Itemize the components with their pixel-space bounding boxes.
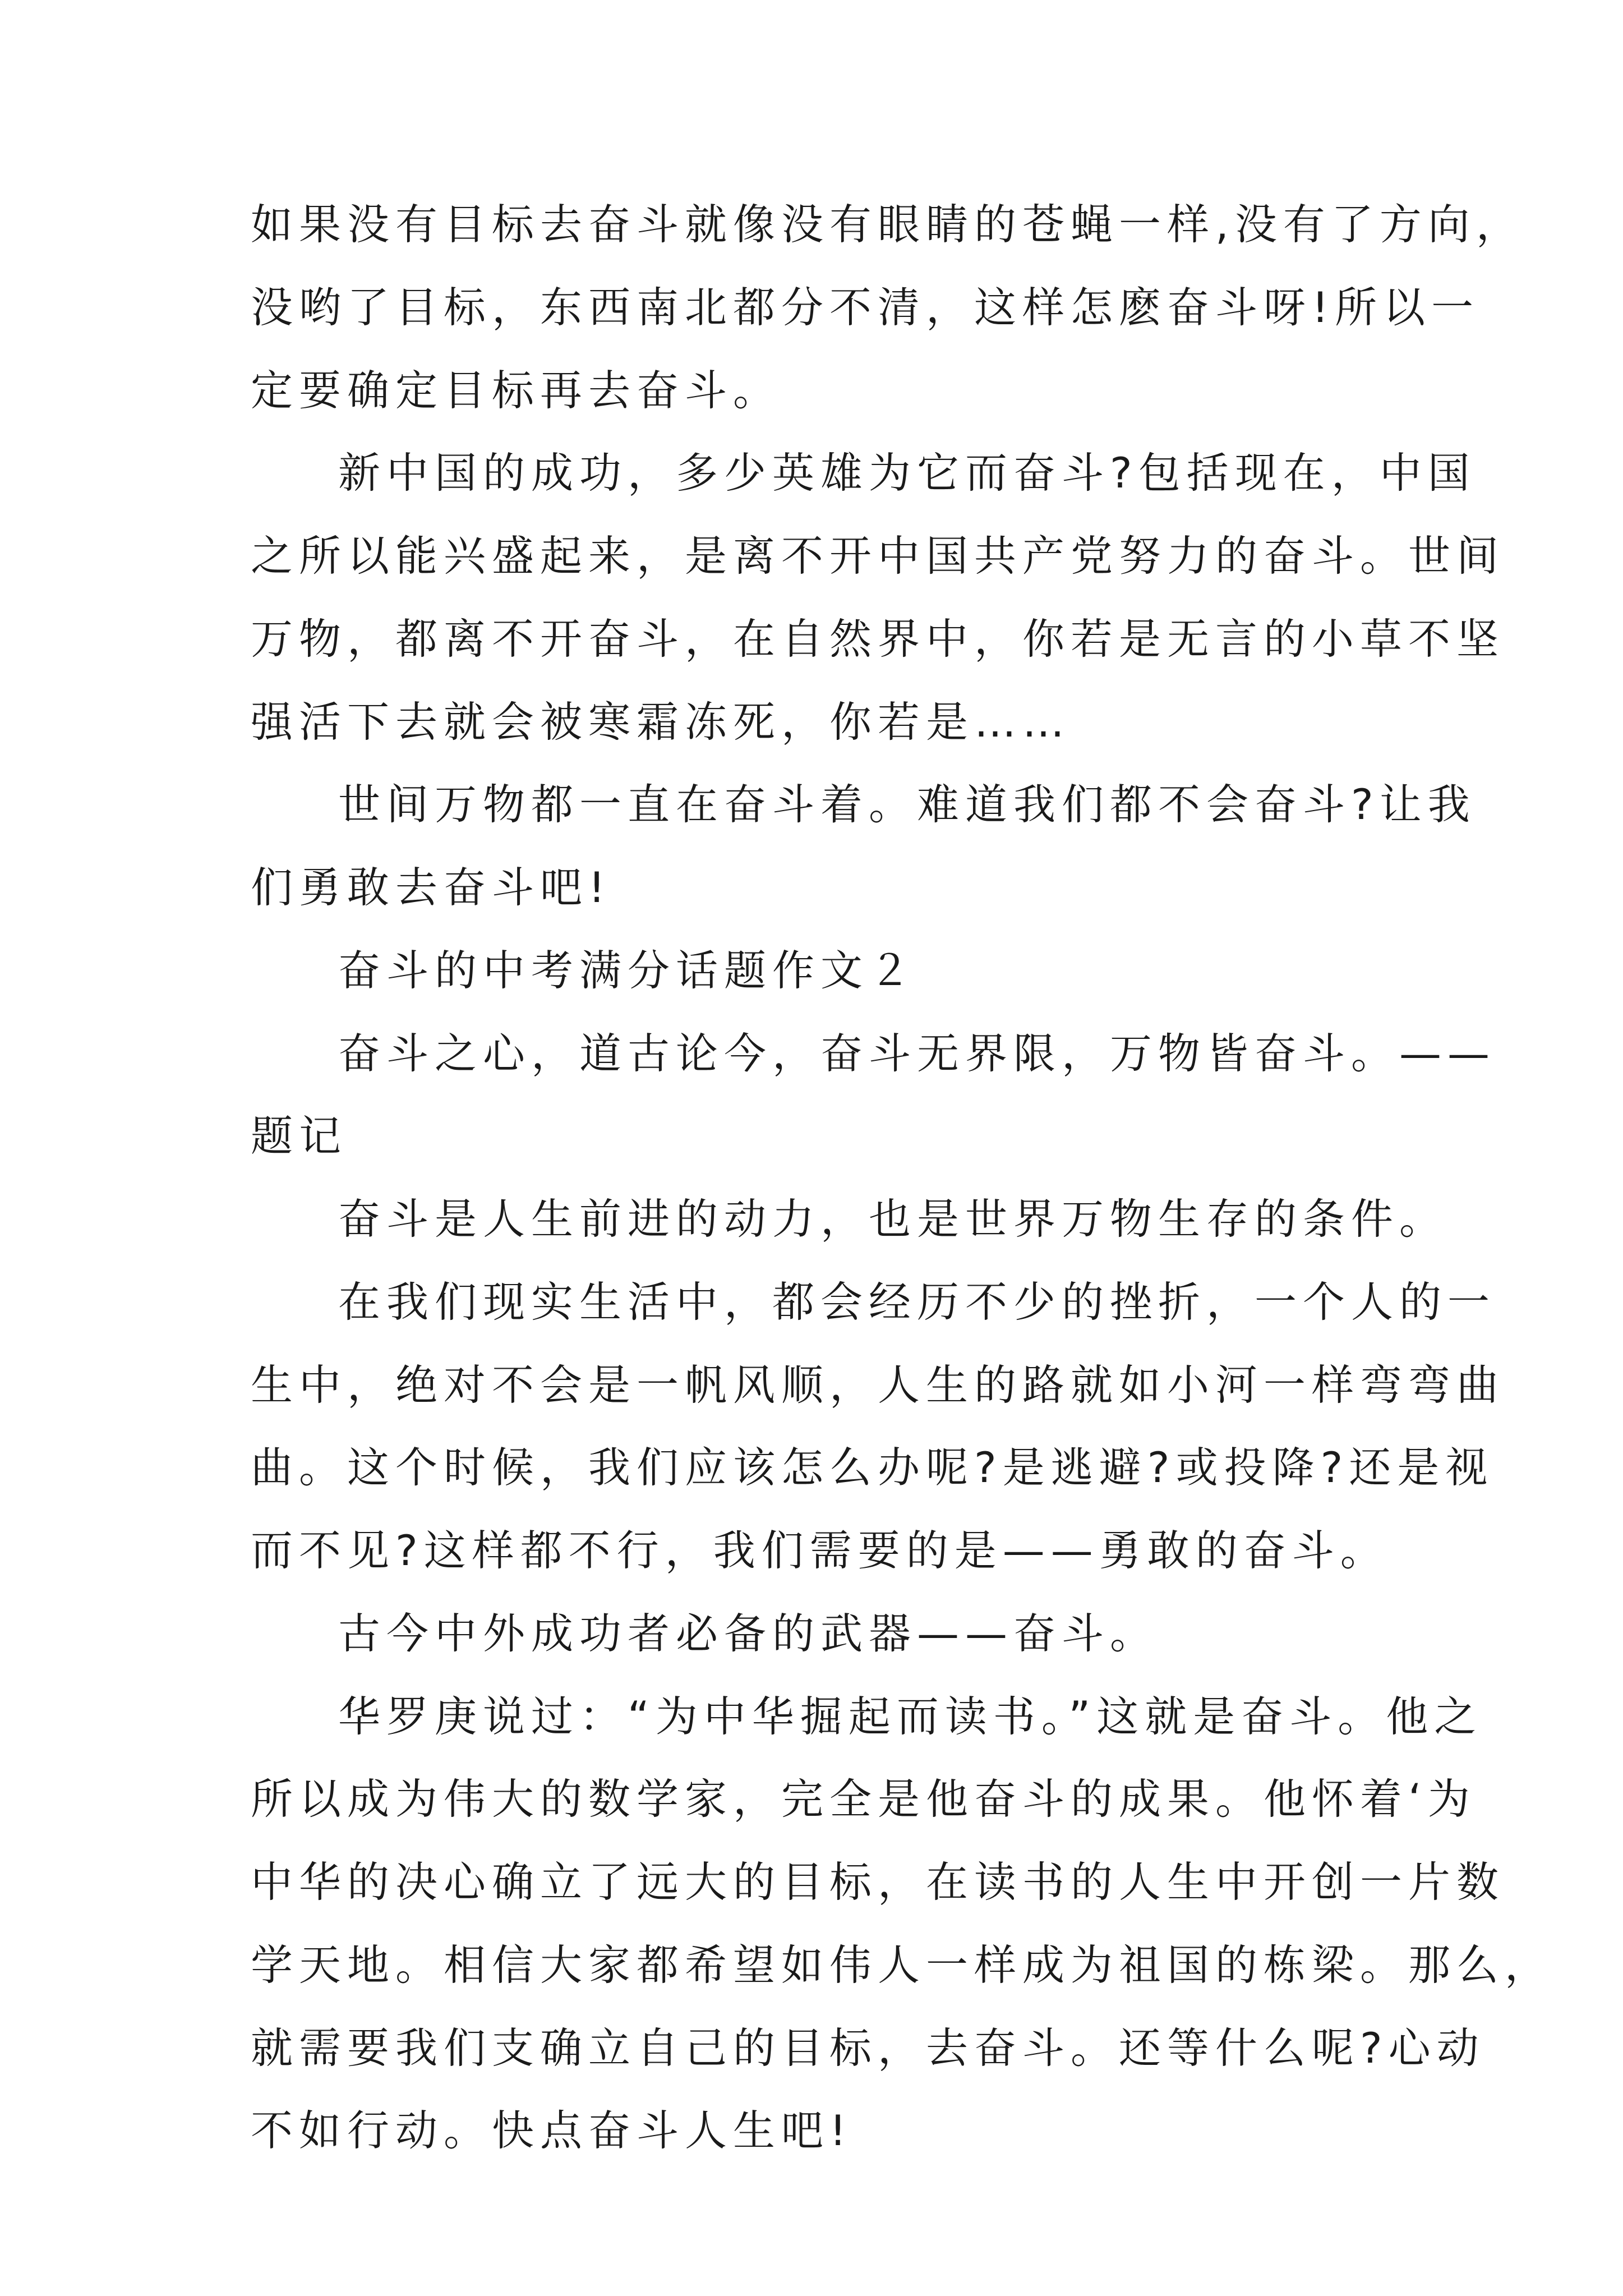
- section-title: 奋斗的中考满分话题作文２: [338, 946, 917, 995]
- text-line: 曲。这个时候，我们应该怎么办呢?是逃避?或投降?还是视: [251, 1443, 1494, 1492]
- paragraph-line: 世间万物都一直在奋斗着。难道我们都不会奋斗?让我: [338, 780, 1476, 829]
- text-line: 题记: [251, 1111, 348, 1161]
- text-line: 强活下去就会被寒霜冻死，你若是……: [251, 697, 1071, 747]
- text-line: 定要确定目标再去奋斗。: [251, 366, 782, 415]
- text-line: 没哟了目标，东西南北都分不清，这样怎麽奋斗呀!所以一: [251, 283, 1480, 332]
- text-line: 如果没有目标去奋斗就像没有眼睛的苍蝇一样,没有了方向，: [251, 200, 1524, 249]
- text-line: 们勇敢去奋斗吧!: [251, 863, 612, 912]
- text-line: 而不见?这样都不行，我们需要的是——勇敢的奋斗。: [251, 1526, 1389, 1575]
- text-line: 之所以能兴盛起来，是离不开中国共产党努力的奋斗。世间: [251, 531, 1505, 581]
- paragraph-line: 奋斗之心，道古论今，奋斗无界限，万物皆奋斗。——: [338, 1029, 1496, 1078]
- text-line: 中华的决心确立了远大的目标，在读书的人生中开创一片数: [251, 1857, 1505, 1907]
- text-line: 万物，都离不开奋斗，在自然界中，你若是无言的小草不坚: [251, 614, 1505, 664]
- text-line: 所以成为伟大的数学家，完全是他奋斗的成果。他怀着‘为: [251, 1774, 1476, 1824]
- paragraph-line: 奋斗是人生前进的动力，也是世界万物生存的条件。: [338, 1194, 1448, 1244]
- text-line: 就需要我们支确立自己的目标，去奋斗。还等什么呢?心动: [251, 2023, 1485, 2073]
- paragraph-line: 古今中外成功者必备的武器——奋斗。: [338, 1609, 1159, 1658]
- paragraph-line: 在我们现实生活中，都会经历不少的挫折，一个人的一: [338, 1277, 1496, 1327]
- text-line: 学天地。相信大家都希望如伟人一样成为祖国的栋梁。那么，: [251, 1940, 1553, 1990]
- text-line: 生中，绝对不会是一帆风顺，人生的路就如小河一样弯弯曲: [251, 1360, 1505, 1410]
- paragraph-line: 华罗庚说过：“为中华掘起而读书。”这就是奋斗。他之: [338, 1692, 1483, 1741]
- text-line: 不如行动。快点奋斗人生吧!: [251, 2106, 853, 2155]
- paragraph-line: 新中国的成功，多少英雄为它而奋斗?包括现在，中国: [338, 448, 1476, 498]
